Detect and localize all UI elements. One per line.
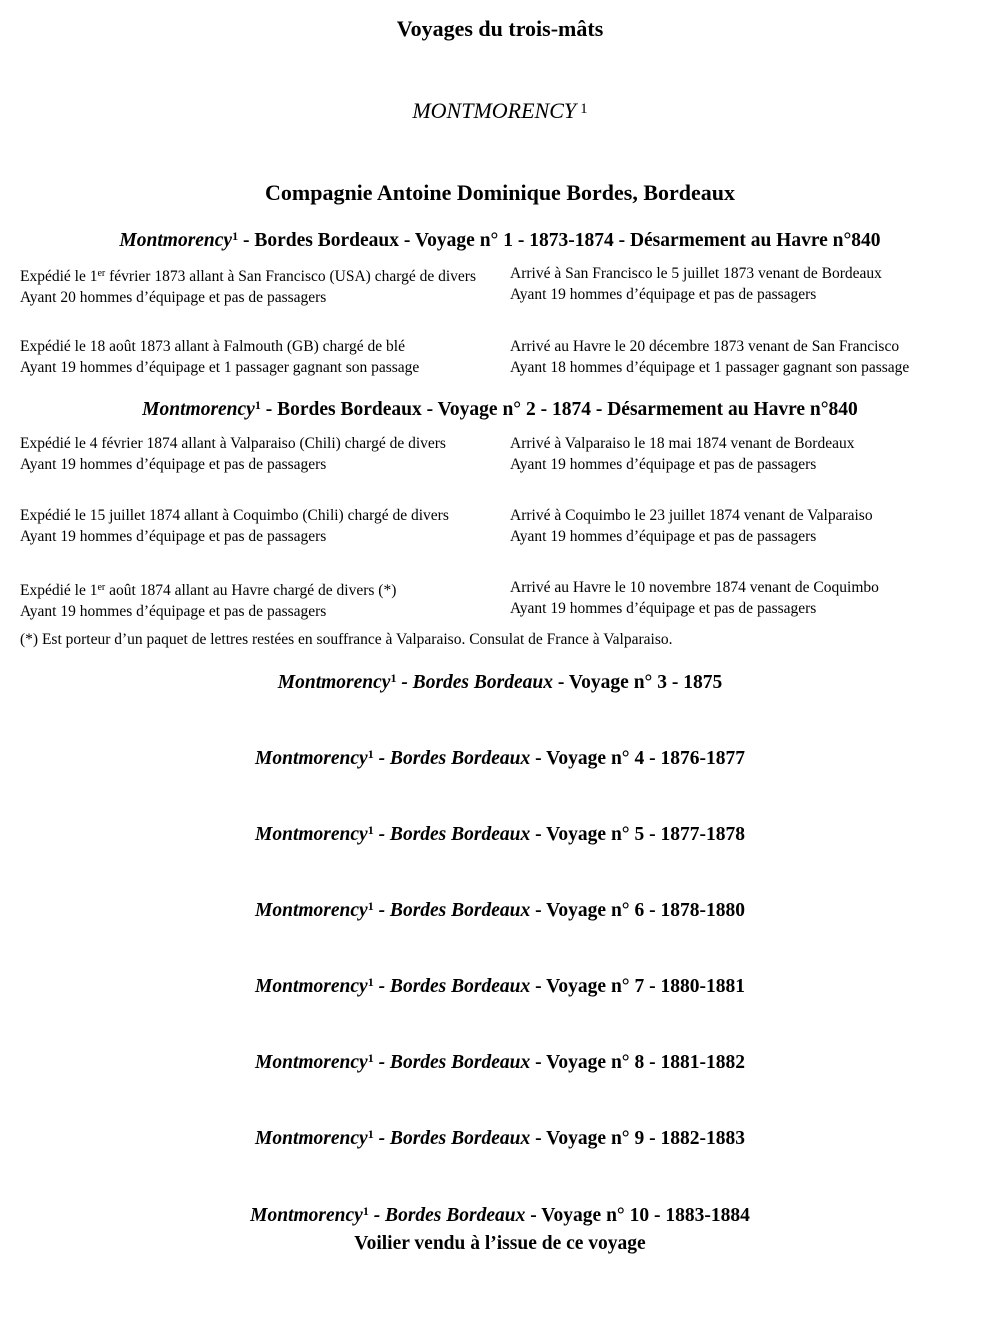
voyage-1-leg-2-departure bbox=[20, 337, 490, 378]
owner: - Bordes Bordeaux bbox=[373, 824, 531, 845]
footnote-marker: 1 bbox=[232, 229, 239, 243]
company-name: Compagnie Antoine Dominique Bordes, Bordeaux bbox=[265, 180, 735, 205]
voyage-info: - Voyage n° 9 - 1882-1883 bbox=[530, 1128, 745, 1149]
ordinal-sup: er bbox=[97, 582, 106, 593]
ship-name: Montmorency bbox=[255, 1128, 368, 1149]
owner: - Bordes Bordeaux bbox=[396, 672, 553, 693]
departure-crew: Ayant 19 hommes d’équipage et pas de passagers bbox=[20, 455, 327, 473]
arrival-crew: Ayant 18 hommes d’équipage et 1 passager gagnant son passage bbox=[510, 358, 910, 376]
arrival-text: Arrivé à Coquimbo le 23 juillet 1874 venant de Valparaiso bbox=[510, 507, 873, 524]
ship-name: Montmorency bbox=[119, 230, 233, 251]
voyage-1-leg-2-arrival bbox=[510, 337, 990, 378]
owner: - Bordes Bordeaux bbox=[373, 1052, 531, 1073]
departure-text: Expédié le 15 juillet 1874 allant à Coquimbo (Chili) chargé de divers bbox=[20, 507, 449, 524]
voyage-1-leg-1-departure bbox=[20, 264, 490, 308]
voyage-6-header bbox=[0, 899, 1000, 922]
voyage-info: - Voyage n° 4 - 1876-1877 bbox=[530, 748, 745, 769]
voyage-2-leg-2-arrival bbox=[510, 506, 990, 547]
owner: - Bordes Bordeaux bbox=[368, 1205, 526, 1226]
owner: - Bordes Bordeaux - bbox=[260, 399, 438, 420]
footnote-marker: 1 bbox=[367, 1051, 374, 1065]
departure-text-cont: août 1874 allant au Havre chargé de divers (*) bbox=[105, 582, 397, 599]
voyage-info: - Voyage n° 5 - 1877-1878 bbox=[530, 824, 745, 845]
ordinal-sup: er bbox=[97, 268, 106, 279]
departure-text: Expédié le 1 bbox=[20, 268, 98, 285]
ship-name: Montmorency bbox=[255, 824, 368, 845]
arrival-crew: Ayant 19 hommes d’équipage et pas de passagers bbox=[510, 599, 817, 617]
ship-name: Montmorency bbox=[277, 672, 391, 693]
ship-footnote-marker: 1 bbox=[580, 101, 588, 117]
voyage-2-leg-1-arrival bbox=[510, 434, 990, 475]
departure-crew: Ayant 19 hommes d’équipage et pas de passagers bbox=[20, 602, 327, 620]
ship-name: Montmorency bbox=[255, 976, 368, 997]
footnote-marker: 1 bbox=[362, 1204, 369, 1218]
departure-text-cont: février 1873 allant à San Francisco (USA) chargé de divers bbox=[105, 268, 476, 285]
departure-text: Expédié le 4 février 1874 allant à Valparaiso (Chili) chargé de divers bbox=[20, 435, 446, 452]
voyage-1-header bbox=[0, 229, 1000, 252]
arrival-text: Arrivé à Valparaiso le 18 mai 1874 venant de Bordeaux bbox=[510, 435, 855, 452]
voyage-1-leg-1-arrival bbox=[510, 264, 990, 305]
ship-name bbox=[0, 98, 1000, 124]
voyage-info: - Voyage n° 8 - 1881-1882 bbox=[530, 1052, 745, 1073]
arrival-crew: Ayant 19 hommes d’équipage et pas de passagers bbox=[510, 527, 817, 545]
footnote-marker: 1 bbox=[367, 1127, 374, 1141]
voyage-9-header bbox=[0, 1127, 1000, 1150]
footnote-marker: 1 bbox=[367, 747, 374, 761]
arrival-text: Arrivé au Havre le 20 décembre 1873 venant de San Francisco bbox=[510, 338, 900, 355]
ship-name: Montmorency bbox=[250, 1205, 363, 1226]
owner: - Bordes Bordeaux bbox=[373, 976, 531, 997]
voyage-5-header bbox=[0, 823, 1000, 846]
owner: - Bordes Bordeaux bbox=[373, 1128, 531, 1149]
departure-crew: Ayant 20 hommes d’équipage et pas de passagers bbox=[20, 288, 327, 306]
voyage-3-header bbox=[0, 671, 1000, 694]
voyage-info: - Voyage n° 7 - 1880-1881 bbox=[530, 976, 745, 997]
ship-name-text: MONTMORENCY bbox=[412, 98, 577, 123]
voyage-info: - Voyage n° 10 - 1883-1884 bbox=[525, 1205, 750, 1226]
arrival-text: Arrivé au Havre le 10 novembre 1874 venant de Coquimbo bbox=[510, 579, 879, 596]
voyage-10-header bbox=[0, 1204, 1000, 1227]
voyage-7-header bbox=[0, 975, 1000, 998]
voyage-4-header bbox=[0, 747, 1000, 770]
owner: - Bordes Bordeaux bbox=[373, 900, 531, 921]
voyage-2-header bbox=[0, 398, 1000, 421]
voyage-2-leg-1-departure bbox=[20, 434, 490, 475]
departure-crew: Ayant 19 hommes d’équipage et 1 passager gagnant son passage bbox=[20, 358, 420, 376]
arrival-text: Arrivé à San Francisco le 5 juillet 1873 venant de Bordeaux bbox=[510, 265, 882, 282]
page-title: Voyages du trois-mâts bbox=[396, 16, 604, 41]
departure-crew: Ayant 19 hommes d’équipage et pas de passagers bbox=[20, 527, 327, 545]
departure-text: Expédié le 1 bbox=[20, 582, 98, 599]
ship-name: Montmorency bbox=[255, 748, 368, 769]
voyage-info: - Voyage n° 6 - 1878-1880 bbox=[530, 900, 745, 921]
footnote-marker: 1 bbox=[254, 398, 261, 412]
footnote-marker: 1 bbox=[390, 671, 397, 685]
footnote-marker: 1 bbox=[367, 899, 374, 913]
arrival-crew: Ayant 19 hommes d’équipage et pas de passagers bbox=[510, 455, 817, 473]
voyage-2-leg-3-departure bbox=[20, 578, 490, 622]
voyage-info: Voyage n° 2 - 1874 - Désarmement au Havre n°840 bbox=[437, 399, 858, 420]
owner: - Bordes Bordeaux bbox=[373, 748, 531, 769]
footnote-marker: 1 bbox=[367, 823, 374, 837]
departure-text: Expédié le 18 août 1873 allant à Falmouth (GB) chargé de blé bbox=[20, 338, 405, 355]
voyage-2-footnote: (*) Est porteur d’un paquet de lettres restées en souffrance à Valparaiso. Consulat de France à Valparaiso. bbox=[20, 631, 673, 648]
ship-sold-note: Voilier vendu à l’issue de ce voyage bbox=[354, 1233, 646, 1254]
arrival-crew: Ayant 19 hommes d’équipage et pas de passagers bbox=[510, 285, 817, 303]
footnote-marker: 1 bbox=[367, 975, 374, 989]
ship-name: Montmorency bbox=[255, 900, 368, 921]
ship-name: Montmorency bbox=[255, 1052, 368, 1073]
voyage-8-header bbox=[0, 1051, 1000, 1074]
voyage-2-leg-3-arrival bbox=[510, 578, 990, 619]
voyage-info: Voyage n° 1 - 1873-1874 - Désarmement au Havre n°840 bbox=[414, 230, 881, 251]
ship-name: Montmorency bbox=[142, 399, 255, 420]
owner: - Bordes Bordeaux - bbox=[238, 230, 415, 251]
voyage-info: - Voyage n° 3 - 1875 bbox=[553, 672, 723, 693]
voyage-2-leg-2-departure bbox=[20, 506, 490, 547]
